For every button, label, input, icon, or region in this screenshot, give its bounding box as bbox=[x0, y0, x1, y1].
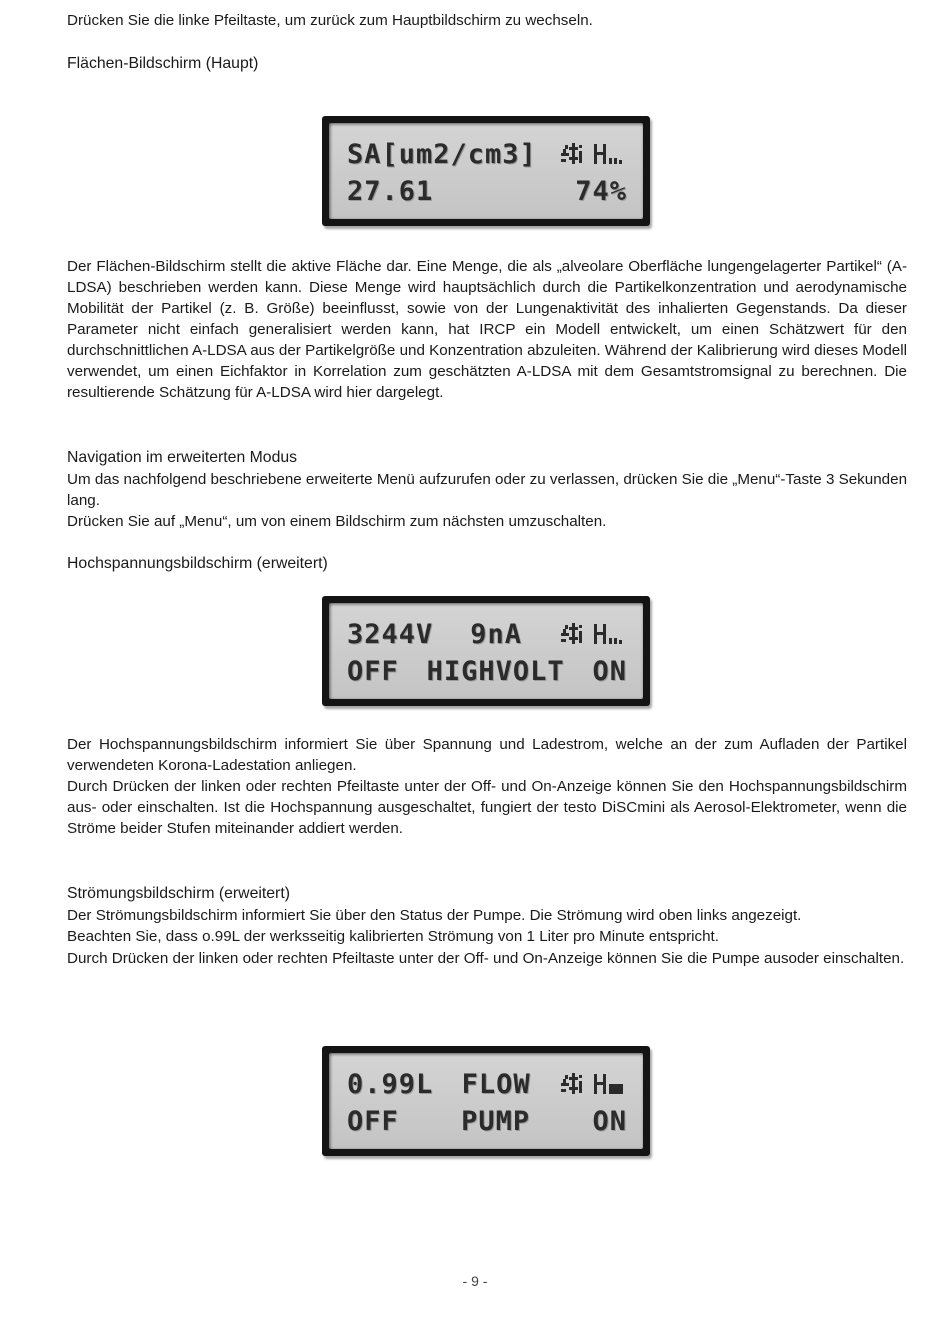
flow-screen-heading: Strömungsbildschirm (erweitert) bbox=[67, 885, 290, 902]
hv-screen-description-1: Der Hochspannungsbildschirm informiert Sie über Spannung und Ladestrom, welche an der zum Aufladen der Partikel verwendeten Korona-Ladestation anliegen. bbox=[67, 736, 907, 774]
lcd-pump-on: ON bbox=[592, 1105, 627, 1137]
area-screen-heading: Flächen-Bildschirm (Haupt) bbox=[67, 55, 259, 72]
nav-extended-line1: Um das nachfolgend beschriebene erweiterte Menü aufzurufen oder zu verlassen, drücken Sie die „Menu“-Taste 3 Sekunden lang. bbox=[67, 471, 908, 509]
hv-screen-lcd bbox=[322, 596, 650, 706]
flow-screen-line2: Beachten Sie, dass o.99L der werksseitig kalibrierten Strömung von 1 Liter pro Minute entspricht. bbox=[67, 928, 719, 945]
pump-icon bbox=[559, 621, 593, 647]
lcd-status-icons bbox=[559, 141, 627, 167]
lcd-pump-off: OFF bbox=[347, 1105, 399, 1137]
hv-screen-heading: Hochspannungsbildschirm (erweitert) bbox=[67, 555, 328, 572]
lcd-hv-label: HIGHVOLT bbox=[426, 655, 565, 687]
pump-icon bbox=[559, 1071, 593, 1097]
page-number: - 9 - bbox=[462, 1273, 488, 1289]
lcd-hv-on: ON bbox=[592, 655, 627, 687]
lcd-flow-value: 0.99L bbox=[347, 1068, 434, 1100]
lcd-area-value: 27.61 bbox=[347, 175, 434, 207]
nav-extended-line2: Drücken Sie auf „Menu“, um von einem Bildschirm zum nächsten umzuschalten. bbox=[67, 513, 607, 530]
lcd-hv-current: 9nA bbox=[470, 618, 523, 650]
lcd-area-percent: 74% bbox=[575, 175, 627, 207]
intro-text: Drücken Sie die linke Pfeiltaste, um zurück zum Hauptbildschirm zu wechseln. bbox=[67, 12, 593, 29]
battery-icon bbox=[593, 621, 627, 647]
flow-screen-line1: Der Strömungsbildschirm informiert Sie über den Status der Pumpe. Die Strömung wird oben links angezeigt. bbox=[67, 907, 802, 924]
area-screen-lcd bbox=[322, 116, 650, 226]
lcd-status-icons bbox=[559, 1071, 627, 1097]
lcd-status-icons bbox=[559, 621, 627, 647]
flow-screen-lcd bbox=[322, 1046, 650, 1156]
battery-icon bbox=[593, 1071, 627, 1097]
battery-icon bbox=[593, 141, 627, 167]
nav-extended-heading: Navigation im erweiterten Modus bbox=[67, 449, 298, 466]
lcd-area-unit: SA[um2/cm3] bbox=[347, 138, 537, 170]
area-screen-description: Der Flächen-Bildschirm stellt die aktive Fläche dar. Eine Menge, die als „alveolare Oberfläche lungengelagerter Partikel“ (A-LDSA) beschrieben werden kann. Diese Menge wird hauptsächlich durch die Partikelkonzentration und aerodynamische Mobilität der Partikel (z. B. Größe) beeinflusst, sowie von der Lungenaktivität des inhalierten Gegenstands. Da dieser Parameter nicht einfach generalisiert werden kann, hat IRCP ein Modell entwickelt, um einen Schätzwert für den durchschnittlichen A-LDSA aus der Partikelgröße und Konzentration abzuleiten. Während der Kalibrierung wird dieses Modell verwendet, um einen Eichfaktor in Korrelation zum geschätzten A-LDSA mit dem Gesamtstromsignal zu berechnen. Die resultierende Schätzung für A-LDSA wird hier dargelegt. bbox=[67, 258, 907, 401]
lcd-flow-label: FLOW bbox=[461, 1068, 531, 1100]
hv-screen-description-2: Durch Drücken der linken oder rechten Pfeiltaste unter der Off- und On-Anzeige können Sie den Hochspannungsbildschirm aus- oder einschalten. Ist die Hochspannung ausgeschaltet, fungiert der testo DiSCmini als Aerosol-Elektrometer, wenn die Ströme beider Stufen miteinander addiert werden. bbox=[67, 778, 907, 837]
pump-icon bbox=[559, 141, 593, 167]
flow-screen-line3: Durch Drücken der linken oder rechten Pfeiltaste unter der Off- und On-Anzeige können Sie die Pumpe ausoder einschalten. bbox=[67, 950, 905, 967]
lcd-hv-voltage: 3244V bbox=[347, 618, 434, 650]
lcd-hv-off: OFF bbox=[347, 655, 399, 687]
lcd-pump-label: PUMP bbox=[461, 1105, 531, 1137]
